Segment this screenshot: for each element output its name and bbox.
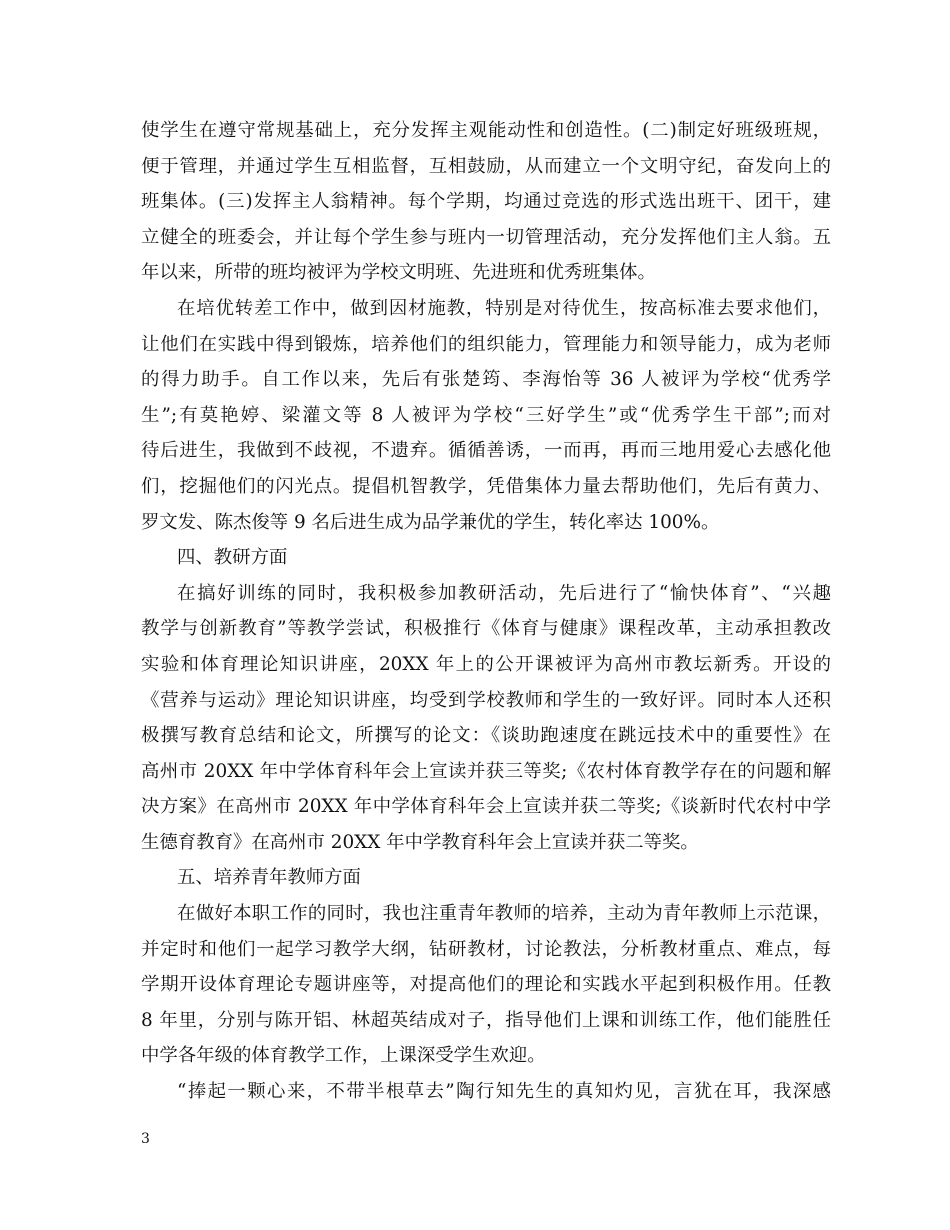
text-line: 使学生在遵守常规基础上，充分发挥主观能动性和创造性。(二)制定好班级班规， <box>141 120 831 141</box>
text-line: 让他们在实践中得到锻炼，培养他们的组织能力，管理能力和领导能力，成为老师 <box>141 333 831 355</box>
paragraph-first-line: 在搞好训练的同时，我积极参加教研活动，先后进行了“愉快体育”、“兴趣 <box>177 582 831 604</box>
text-line: 们，挖掘他们的闪光点。提倡机智教学，凭借集体力量去帮助他们，先后有黄力、 <box>141 475 831 497</box>
text-line: 实验和体育理论知识讲座，20XX 年上的公开课被评为高州市教坛新秀。开设的 <box>141 653 831 675</box>
page-number: 3 <box>141 1131 150 1147</box>
section-heading: 五、培养青年教师方面 <box>177 867 361 889</box>
text-line: 学期开设体育理论专题讲座等，对提高他们的理论和实践水平起到积极作用。任教 <box>141 974 831 996</box>
text-line: 中学各年级的体育教学工作，上课深受学生欢迎。 <box>141 1045 546 1067</box>
paragraph-first-line: 在培优转差工作中，做到因材施教，特别是对待优生，按高标准去要求他们， <box>177 297 831 319</box>
text-line: 生德育教育》在高州市 20XX 年中学教育科年会上宣读并获二等奖。 <box>141 831 699 853</box>
paragraph-first-line: 在做好本职工作的同时，我也注重青年教师的培养，主动为青年教师上示范课， <box>177 903 831 925</box>
paragraph-first-line: “捧起一颗心来，不带半根草去”陶行知先生的真知灼见，言犹在耳，我深感 <box>177 1081 831 1103</box>
text-line: 生”;有莫艳婷、梁灌文等 8 人被评为学校“三好学生”或“优秀学生干部”;而对 <box>141 404 831 426</box>
text-line: 高州市 20XX 年中学体育科年会上宣读并获三等奖;《农村体育教学存在的问题和解 <box>141 760 831 782</box>
text-line: 8 年里，分别与陈开铝、林超英结成对子，指导他们上课和训练工作，他们能胜任 <box>141 1009 831 1031</box>
text-line: 年以来，所带的班均被评为学校文明班、先进班和优秀班集体。 <box>141 262 656 284</box>
text-line: 待后进生，我做到不歧视，不遗弃。循循善诱，一而再，再而三地用爱心去感化他 <box>141 440 831 462</box>
text-line: 罗文发、陈杰俊等 9 名后进生成为品学兼优的学生，转化率达 100%。 <box>141 511 720 533</box>
text-line: 决方案》在高州市 20XX 年中学体育科年会上宣读并获二等奖;《谈新时代农村中学 <box>141 796 831 818</box>
text-line: 并定时和他们一起学习教学大纲，钻研教材，讨论教法，分析教材重点、难点，每 <box>141 938 831 960</box>
text-line: 的得力助手。自工作以来，先后有张楚筠、李海怡等 36 人被评为学校“优秀学 <box>141 369 831 391</box>
text-line: 《营养与运动》理论知识讲座，均受到学校教师和学生的一致好评。同时本人还积 <box>141 689 831 711</box>
text-line: 立健全的班委会，并让每个学生参与班内一切管理活动，充分发挥他们主人翁。五 <box>141 226 831 248</box>
text-line: 便于管理，并通过学生互相监督，互相鼓励，从而建立一个文明守纪，奋发向上的 <box>141 155 831 177</box>
text-line: 班集体。(三)发挥主人翁精神。每个学期，均通过竞选的形式选出班干、团干，建 <box>141 191 831 213</box>
text-line: 极撰写教育总结和论文，所撰写的论文：《谈助跑速度在跳远技术中的重要性》在 <box>141 725 831 747</box>
section-heading: 四、教研方面 <box>177 547 288 569</box>
body-text <box>141 113 831 1110</box>
text-line: 教学与创新教育”等教学尝试，积极推行《体育与健康》课程改革，主动承担教改 <box>141 618 831 640</box>
